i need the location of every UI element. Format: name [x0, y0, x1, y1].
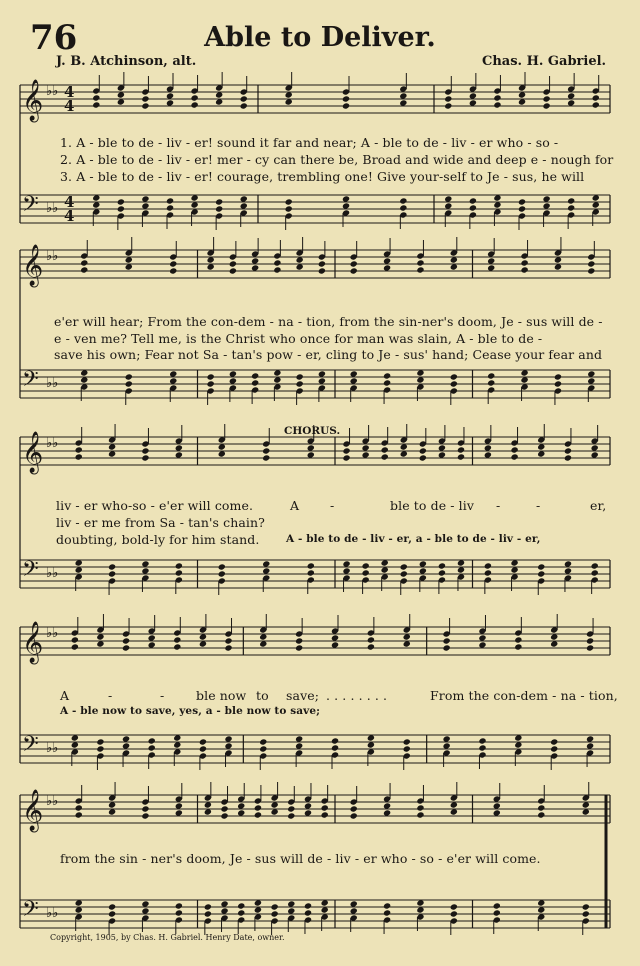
note-head	[493, 902, 501, 909]
note-head	[350, 805, 358, 812]
note-head	[307, 562, 315, 569]
lyric-verse-1-line-2: e'er will hear; From the con-dem - na - tion, from the sin-ner's doom, Je - sus will de -	[54, 314, 603, 329]
treble-clef-icon: 𝄞	[22, 622, 44, 663]
note-head	[367, 643, 375, 650]
note-head	[125, 380, 133, 387]
lyric-verse-1-line-3: liv - er who-so - e'er will come.	[56, 498, 254, 513]
note-head	[403, 738, 411, 745]
note-head	[331, 744, 339, 751]
note-head	[350, 260, 358, 267]
chorus-soprano-word-6: er,	[590, 498, 607, 513]
note-head	[381, 446, 389, 453]
note-head	[169, 260, 177, 267]
note-head	[457, 446, 465, 453]
note-head	[148, 737, 156, 744]
note-head	[141, 805, 149, 812]
note-head	[383, 379, 391, 386]
note-head	[582, 910, 590, 917]
note-head	[251, 372, 259, 379]
note-head	[450, 910, 458, 917]
note-head	[175, 902, 183, 909]
note-head	[493, 909, 501, 916]
note-head	[416, 259, 424, 266]
chorus-soprano-line-2-word-7: From the con-dem - na - tion,	[430, 688, 618, 703]
note-head	[586, 644, 594, 651]
note-head	[229, 260, 237, 267]
note-head	[554, 373, 562, 380]
chorus-soprano-word-5: -	[536, 498, 541, 513]
note-head	[478, 744, 486, 751]
note-head	[218, 563, 226, 570]
chorus-label: CHORUS.	[284, 425, 341, 437]
key-flat-icon: ♭♭	[46, 201, 59, 216]
note-head	[416, 804, 424, 811]
note-head	[271, 910, 279, 917]
note-head	[342, 454, 350, 461]
treble-clef-icon: 𝄞	[22, 432, 44, 473]
note-head	[307, 569, 315, 576]
bass-clef-icon: 𝄢	[22, 367, 39, 397]
note-head	[510, 453, 518, 460]
note-head	[296, 380, 304, 387]
note-head	[520, 266, 528, 273]
note-head	[582, 903, 590, 910]
note-head	[80, 259, 88, 266]
note-head	[450, 373, 458, 380]
note-head	[273, 259, 281, 266]
lyric-verse-2-line-2: e - ven me? Tell me, is the Christ who once for man was slain, A - ble to de -	[54, 331, 543, 346]
note-head	[416, 266, 424, 273]
lyric-verse-1-line-1: 1. A - ble to de - liv - er! sound it far and near; A - ble to de - liv - er who - so -	[60, 135, 559, 150]
note-head	[285, 205, 293, 212]
note-head	[350, 812, 358, 819]
lyric-verse-3-line-1: 3. A - ble to de - liv - er! courage, trembling one! Give your-self to Je - sus, he will	[60, 169, 585, 184]
note-head	[419, 447, 427, 454]
note-head	[493, 101, 501, 108]
note-head	[71, 643, 79, 650]
chorus-soprano-line-2-dots: . . . . . . . .	[326, 688, 388, 703]
chorus-soprano-word-4: -	[496, 498, 501, 513]
note-head	[175, 569, 183, 576]
note-head	[141, 454, 149, 461]
key-flat-icon: ♭♭	[46, 84, 59, 99]
lyricist-credit: J. B. Atchinson, alt.	[56, 54, 197, 69]
note-head	[75, 446, 83, 453]
note-head	[587, 260, 595, 267]
chorus-soprano-line-2-word-1: A	[60, 688, 70, 703]
note-head	[80, 266, 88, 273]
key-flat-icon: ♭♭	[46, 794, 59, 809]
note-head	[199, 745, 207, 752]
note-head	[362, 569, 370, 576]
note-head	[199, 738, 207, 745]
note-head	[108, 910, 116, 917]
note-head	[224, 637, 232, 644]
note-head	[450, 380, 458, 387]
note-head	[204, 903, 212, 910]
treble-clef-icon: 𝄞	[22, 80, 44, 121]
note-head	[259, 745, 267, 752]
note-head	[218, 570, 226, 577]
note-head	[92, 101, 100, 108]
key-flat-icon: ♭♭	[46, 566, 59, 581]
chorus-bass-lyric-2: A - ble now to save, yes, a - ble now to save;	[60, 705, 321, 717]
note-head	[542, 95, 550, 102]
note-head	[321, 811, 329, 818]
note-head	[190, 101, 198, 108]
note-head	[400, 570, 408, 577]
note-head	[141, 447, 149, 454]
note-head	[71, 636, 79, 643]
time-signature: 4	[64, 83, 75, 101]
note-head	[215, 198, 223, 205]
note-head	[237, 909, 245, 916]
treble-clef-icon: 𝄞	[22, 790, 44, 831]
note-head	[591, 562, 599, 569]
note-head	[350, 267, 358, 274]
note-head	[514, 636, 522, 643]
note-head	[592, 101, 600, 108]
note-head	[125, 373, 133, 380]
note-head	[75, 804, 83, 811]
time-signature: 4	[64, 193, 75, 211]
key-flat-icon: ♭♭	[46, 741, 59, 756]
note-head	[220, 812, 228, 819]
note-head	[190, 94, 198, 101]
hymn-number: 76	[30, 18, 78, 58]
time-signature: 4	[64, 97, 75, 115]
note-head	[108, 563, 116, 570]
key-flat-icon: ♭♭	[46, 376, 59, 391]
note-head	[251, 379, 259, 386]
chorus-soprano-line-2-word-3: -	[160, 688, 165, 703]
note-head	[567, 204, 575, 211]
note-head	[240, 95, 248, 102]
note-head	[550, 745, 558, 752]
note-head	[444, 102, 452, 109]
note-head	[295, 637, 303, 644]
note-head	[75, 811, 83, 818]
note-head	[220, 805, 228, 812]
note-head	[367, 636, 375, 643]
note-head	[96, 738, 104, 745]
lyric-verse-2-line-1: 2. A - ble to de - liv - er! mer - cy can there be, Broad and wide and deep e - nough for	[60, 152, 614, 167]
note-head	[438, 562, 446, 569]
note-head	[108, 903, 116, 910]
note-head	[419, 454, 427, 461]
note-head	[237, 902, 245, 909]
note-head	[550, 738, 558, 745]
note-head	[444, 95, 452, 102]
note-head	[295, 644, 303, 651]
note-head	[438, 569, 446, 576]
note-head	[240, 102, 248, 109]
time-signature: 4	[64, 207, 75, 225]
note-head	[117, 198, 125, 205]
note-head	[321, 804, 329, 811]
note-head	[287, 805, 295, 812]
note-head	[117, 205, 125, 212]
note-head	[537, 804, 545, 811]
bass-clef-icon: 𝄢	[22, 897, 39, 927]
note-head	[304, 902, 312, 909]
note-head	[207, 373, 215, 380]
chorus-soprano-word-2: -	[330, 498, 335, 513]
note-head	[510, 446, 518, 453]
note-head	[383, 909, 391, 916]
note-head	[493, 94, 501, 101]
note-head	[304, 909, 312, 916]
note-head	[141, 812, 149, 819]
note-head	[175, 562, 183, 569]
note-head	[514, 643, 522, 650]
key-flat-icon: ♭♭	[46, 249, 59, 264]
note-head	[383, 372, 391, 379]
note-head	[416, 811, 424, 818]
note-head	[215, 205, 223, 212]
chorus-soprano-word-1: A	[290, 498, 300, 513]
lyric-verse-3-line-3: doubting, bold-ly for him stand.	[56, 532, 260, 547]
note-head	[342, 102, 350, 109]
note-head	[254, 804, 262, 811]
note-head	[318, 260, 326, 267]
note-head	[518, 198, 526, 205]
note-head	[285, 198, 293, 205]
note-head	[166, 204, 174, 211]
note-head	[273, 266, 281, 273]
key-flat-icon: ♭♭	[46, 626, 59, 641]
note-head	[469, 197, 477, 204]
note-head	[542, 102, 550, 109]
note-head	[92, 94, 100, 101]
note-head	[537, 811, 545, 818]
note-head	[457, 453, 465, 460]
note-head	[567, 197, 575, 204]
note-head	[141, 95, 149, 102]
note-head	[591, 569, 599, 576]
note-head	[554, 380, 562, 387]
chorus-soprano-line-2-word-2: -	[108, 688, 113, 703]
chorus-bass-lyric-1: A - ble to de - liv - er, a - ble to de - liv - er,	[286, 533, 541, 545]
key-flat-icon: ♭♭	[46, 436, 59, 451]
note-head	[96, 745, 104, 752]
note-head	[318, 267, 326, 274]
bass-clef-icon: 𝄢	[22, 192, 39, 222]
note-head	[537, 563, 545, 570]
note-head	[469, 204, 477, 211]
note-head	[487, 372, 495, 379]
note-head	[586, 637, 594, 644]
chorus-final-lyric: from the sin - ner's doom, Je - sus will de - liv - er who - so - e'er will come.	[60, 851, 541, 866]
note-head	[443, 637, 451, 644]
lyric-verse-3-line-2: save his own; Fear not Sa - tan's pow - er, cling to Je - sus' hand; Cease your fear and	[54, 347, 603, 362]
note-head	[262, 454, 270, 461]
note-head	[287, 812, 295, 819]
bass-clef-icon: 𝄢	[22, 557, 39, 587]
note-head	[296, 373, 304, 380]
note-head	[478, 737, 486, 744]
note-head	[342, 447, 350, 454]
note-head	[175, 909, 183, 916]
note-head	[450, 903, 458, 910]
note-head	[383, 902, 391, 909]
note-head	[399, 197, 407, 204]
note-head	[484, 562, 492, 569]
note-head	[399, 204, 407, 211]
note-head	[173, 643, 181, 650]
note-head	[587, 267, 595, 274]
note-head	[342, 95, 350, 102]
note-head	[400, 563, 408, 570]
note-head	[229, 267, 237, 274]
copyright-notice: Copyright, 1905, by Chas. H. Gabriel. Henry Date, owner.	[50, 933, 285, 942]
chorus-soprano-word-3: ble to de - liv	[390, 498, 475, 513]
note-head	[262, 447, 270, 454]
note-head	[224, 644, 232, 651]
chorus-soprano-line-2-word-6: save;	[286, 688, 320, 703]
note-head	[403, 745, 411, 752]
note-head	[443, 644, 451, 651]
note-head	[331, 737, 339, 744]
lyric-verse-2-line-3: liv - er me from Sa - tan's chain?	[56, 515, 265, 530]
note-head	[259, 738, 267, 745]
note-head	[518, 205, 526, 212]
bass-clef-icon: 𝄢	[22, 732, 39, 762]
note-head	[271, 903, 279, 910]
composer-credit: Chas. H. Gabriel.	[482, 54, 607, 69]
note-head	[108, 570, 116, 577]
note-head	[173, 636, 181, 643]
note-head	[204, 910, 212, 917]
note-head	[254, 811, 262, 818]
note-head	[169, 267, 177, 274]
note-head	[148, 744, 156, 751]
chorus-soprano-line-2-word-5: to	[256, 688, 269, 703]
note-head	[122, 637, 130, 644]
note-head	[75, 453, 83, 460]
note-head	[520, 259, 528, 266]
note-head	[166, 197, 174, 204]
treble-clef-icon: 𝄞	[22, 245, 44, 286]
note-head	[484, 569, 492, 576]
note-head	[207, 380, 215, 387]
note-head	[381, 453, 389, 460]
note-head	[122, 644, 130, 651]
note-head	[141, 102, 149, 109]
note-head	[537, 570, 545, 577]
note-head	[564, 454, 572, 461]
note-head	[564, 447, 572, 454]
note-head	[487, 379, 495, 386]
note-head	[362, 562, 370, 569]
chorus-soprano-line-2-word-4: ble now	[196, 688, 247, 703]
note-head	[592, 94, 600, 101]
hymn-title: Able to Deliver.	[204, 22, 436, 53]
key-flat-icon: ♭♭	[46, 906, 59, 921]
